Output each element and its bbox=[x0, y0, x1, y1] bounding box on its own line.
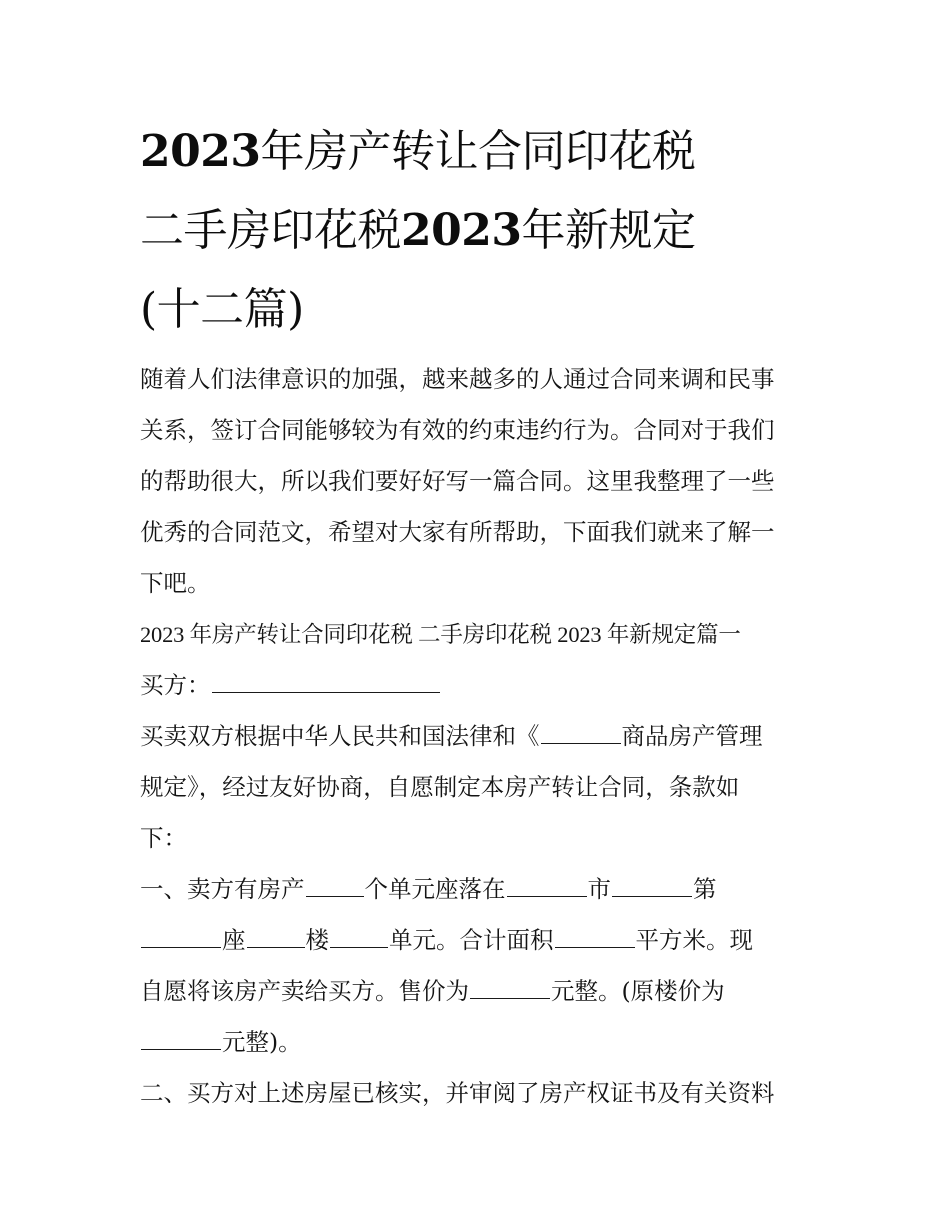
building-number-blank[interactable] bbox=[247, 927, 305, 948]
intro-line-1: 随着人们法律意识的加强，越来越多的人通过合同来调和民事 bbox=[140, 365, 775, 393]
title-year-2: 2023 bbox=[401, 205, 522, 256]
title-line-2 bbox=[140, 191, 840, 270]
intro-line-3: 的帮助很大，所以我们要好好写一篇合同。这里我整理了一些 bbox=[140, 467, 775, 495]
clause1-text-a: 一、卖方有房产 bbox=[140, 875, 305, 903]
document-title bbox=[140, 112, 840, 349]
clause1-text-f: 楼 bbox=[305, 926, 329, 954]
title-line-1-text: 年房产转让合同印花税 bbox=[260, 126, 696, 177]
intro-line-2: 关系，签订合同能够较为有效的约束违约行为。合同对于我们 bbox=[140, 416, 775, 444]
sale-price-blank[interactable] bbox=[470, 978, 550, 999]
title-line-2-text: 年新规定 bbox=[521, 205, 696, 256]
buyer-line bbox=[140, 660, 820, 711]
title-line-3: (十二篇) bbox=[140, 284, 304, 335]
para1-line-3: 下： bbox=[140, 824, 187, 852]
title-line-2-prefix: 二手房印花税 bbox=[140, 205, 401, 256]
clause1-text-k: 元整)。 bbox=[222, 1028, 302, 1056]
clause1-text-d: 第 bbox=[693, 875, 717, 903]
title-year-1: 2023 bbox=[140, 126, 261, 177]
clause1-line-3 bbox=[140, 966, 820, 1017]
para1-text-a: 买卖双方根据中华人民共和国法律和《 bbox=[140, 722, 540, 750]
clause1-text-j: 元整。(原楼价为 bbox=[551, 977, 725, 1005]
clause1-line-1 bbox=[140, 864, 820, 915]
para1-line-1 bbox=[140, 711, 820, 762]
clause1-line-4 bbox=[140, 1017, 820, 1068]
para1-text-b: 商品房产管理 bbox=[621, 722, 763, 750]
clause1-text-i: 自愿将该房产卖给买方。售价为 bbox=[140, 977, 469, 1005]
district-blank[interactable] bbox=[612, 876, 692, 897]
para1-line-2: 规定》，经过友好协商，自愿制定本房产转让合同，条款如 bbox=[140, 773, 740, 801]
clause2-line-1: 二、买方对上述房屋已核实，并审阅了房产权证书及有关资料 bbox=[140, 1079, 775, 1107]
clause1-line-2 bbox=[140, 915, 820, 966]
unit-count-blank[interactable] bbox=[306, 876, 364, 897]
buyer-blank[interactable] bbox=[212, 672, 440, 693]
clause1-text-c: 市 bbox=[587, 875, 611, 903]
unit-number-blank[interactable] bbox=[330, 927, 388, 948]
clause1-text-e: 座 bbox=[222, 926, 246, 954]
original-price-blank[interactable] bbox=[141, 1029, 221, 1050]
city-name-blank[interactable] bbox=[541, 723, 621, 744]
document-body bbox=[140, 354, 820, 1119]
clause1-text-g: 单元。合计面积 bbox=[389, 926, 554, 954]
block-number-blank[interactable] bbox=[141, 927, 221, 948]
section-heading: 2023 年房产转让合同印花税 二手房印花税 2023 年新规定篇一 bbox=[140, 622, 741, 647]
area-blank[interactable] bbox=[555, 927, 635, 948]
title-line-1 bbox=[140, 112, 840, 191]
clause1-text-b: 个单元座落在 bbox=[364, 875, 506, 903]
location-blank[interactable] bbox=[507, 876, 587, 897]
intro-line-5: 下吧。 bbox=[140, 569, 211, 597]
buyer-label: 买方： bbox=[140, 671, 211, 699]
intro-line-4: 优秀的合同范文，希望对大家有所帮助，下面我们就来了解一 bbox=[140, 518, 775, 546]
clause1-text-h: 平方米。现 bbox=[635, 926, 753, 954]
